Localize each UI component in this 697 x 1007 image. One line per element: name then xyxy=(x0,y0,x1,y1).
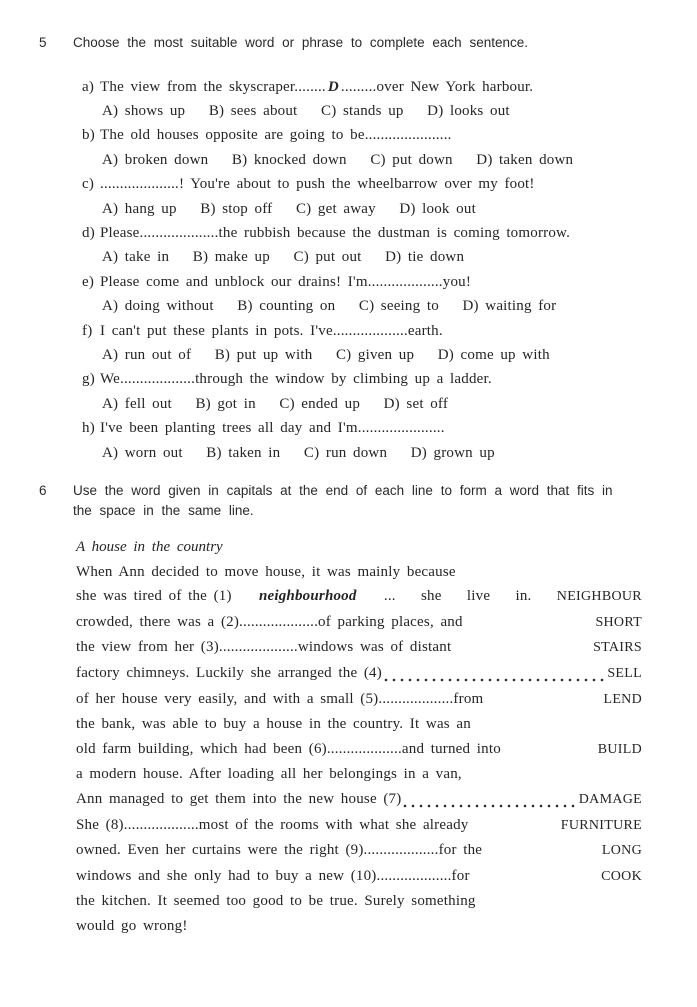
blank-dots: ... xyxy=(383,588,396,605)
exercise-6-heading xyxy=(39,481,657,520)
option-a: A) doing without xyxy=(102,298,214,315)
passage-line xyxy=(76,661,642,687)
option-b: B) taken in xyxy=(206,444,281,461)
question-stem xyxy=(82,319,657,343)
filled-answer: D xyxy=(327,78,339,95)
question-label: c) xyxy=(82,176,95,193)
passage-text: the kitchen. It seemed too good to be true. Surely something xyxy=(76,893,476,910)
option-c: C) seeing to xyxy=(358,298,439,315)
passage-text: owned. Even her curtains were the right (9)...................for the xyxy=(76,842,483,859)
keyword: DAMAGE xyxy=(578,791,642,807)
stem-pre: ....................! You're about to push the wheelbarrow over my foot! xyxy=(100,176,535,193)
keyword: FURNITURE xyxy=(560,817,642,833)
option-a: A) worn out xyxy=(102,444,183,461)
option-a: A) run out of xyxy=(102,346,192,363)
passage-line xyxy=(76,687,642,713)
passage-text: a modern house. After loading all her belongings in a van, xyxy=(76,766,462,783)
passage-word: live xyxy=(466,588,491,605)
option-c: C) put down xyxy=(370,151,453,168)
question-item-h xyxy=(82,416,657,465)
options-row xyxy=(102,197,657,221)
question-item-b xyxy=(82,123,657,172)
passage-text: windows and she only had to buy a new (10)...................for xyxy=(76,867,470,884)
option-c: C) stands up xyxy=(321,102,404,119)
dotted-leader xyxy=(384,678,605,682)
stem-pre: The view from the skyscraper........ xyxy=(100,78,326,95)
option-b: B) knocked down xyxy=(231,151,347,168)
passage-text: crowded, there was a (2)....................of parking places, and xyxy=(76,613,463,630)
passage-text: of her house very easily, and with a small (5)...................from xyxy=(76,690,484,707)
filled-answer: neighbourhood xyxy=(258,588,357,605)
option-d: D) waiting for xyxy=(462,298,557,315)
passage-text: the view from her (3)....................windows was of distant xyxy=(76,639,452,656)
options-row xyxy=(102,294,657,318)
stem-pre: Please come and unblock our drains! I'm...................you! xyxy=(100,273,472,290)
passage-text: would go wrong! xyxy=(76,917,188,934)
question-stem xyxy=(82,270,657,294)
exercise-5 xyxy=(39,33,657,465)
passage-text: old farm building, which had been (6)...................and turned into xyxy=(76,740,501,757)
question-list xyxy=(82,75,657,466)
option-a: A) take in xyxy=(102,249,170,266)
question-item-a xyxy=(82,75,657,124)
option-d: D) come up with xyxy=(437,346,550,363)
options-row xyxy=(102,99,657,123)
passage-line xyxy=(76,914,642,939)
option-d: D) grown up xyxy=(410,444,495,461)
question-item-c xyxy=(82,172,657,221)
passage-word: in. xyxy=(515,588,532,605)
keyword: LONG xyxy=(601,843,642,859)
options-row xyxy=(102,148,657,172)
question-item-e xyxy=(82,270,657,319)
passage-text: she was tired of the (1) xyxy=(76,588,232,605)
question-label: e) xyxy=(82,273,95,290)
question-stem xyxy=(82,75,657,99)
stem-pre: We...................through the window by climbing up a ladder. xyxy=(100,371,492,388)
passage-text: Ann managed to get them into the new house (7) xyxy=(76,790,402,807)
option-c: C) get away xyxy=(295,200,376,217)
question-stem xyxy=(82,221,657,245)
option-d: D) looks out xyxy=(427,102,510,119)
option-b: B) counting on xyxy=(237,298,336,315)
question-item-d xyxy=(82,221,657,270)
exercise-5-heading xyxy=(39,33,657,53)
question-label: h) xyxy=(82,420,95,437)
passage-text: factory chimneys. Luckily she arranged the (4) xyxy=(76,664,382,681)
passage-text: When Ann decided to move house, it was mainly because xyxy=(76,563,456,580)
option-a: A) hang up xyxy=(102,200,177,217)
exercise-instructions: Use the word given in capitals at the end of each line to form a word that fits in the space in the same line. xyxy=(73,483,613,518)
question-stem xyxy=(82,172,657,196)
option-c: C) run down xyxy=(303,444,388,461)
keyword: COOK xyxy=(601,868,642,884)
option-b: B) put up with xyxy=(214,346,313,363)
passage-line xyxy=(76,813,642,839)
passage-line xyxy=(76,635,642,661)
passage-text: the bank, was able to buy a house in the country. It was an xyxy=(76,716,471,733)
question-label: d) xyxy=(82,224,95,241)
passage-line xyxy=(76,560,642,585)
stem-pre: Please....................the rubbish because the dustman is coming tomorrow. xyxy=(100,224,571,241)
passage-line-fill xyxy=(76,584,642,610)
passage-line xyxy=(76,787,642,813)
options-row xyxy=(102,392,657,416)
passage-line xyxy=(76,610,642,636)
keyword: SHORT xyxy=(595,614,642,630)
question-label: f) xyxy=(82,322,93,339)
option-c: C) put out xyxy=(293,249,362,266)
passage-line xyxy=(76,737,642,763)
options-row xyxy=(102,343,657,367)
passage-text: She (8)...................most of the rooms with what she already xyxy=(76,816,469,833)
option-a: A) broken down xyxy=(102,151,209,168)
question-stem xyxy=(82,123,657,147)
option-b: B) got in xyxy=(195,395,256,412)
exercise-6 xyxy=(39,481,657,939)
option-b: B) make up xyxy=(192,249,270,266)
passage-line xyxy=(76,762,642,787)
question-stem xyxy=(82,416,657,440)
passage-word: she xyxy=(421,588,442,605)
option-d: D) tie down xyxy=(385,249,465,266)
option-a: A) shows up xyxy=(102,102,186,119)
option-c: C) ended up xyxy=(279,395,361,412)
stem-pre: The old houses opposite are going to be...................... xyxy=(100,127,452,144)
exercise-number: 6 xyxy=(39,483,47,498)
question-stem xyxy=(82,367,657,391)
option-b: B) stop off xyxy=(200,200,273,217)
question-label: g) xyxy=(82,371,95,388)
stem-pre: I've been planting trees all day and I'm...................... xyxy=(100,420,445,437)
passage-line xyxy=(76,838,642,864)
question-label: b) xyxy=(82,127,95,144)
question-item-g xyxy=(82,367,657,416)
dotted-leader xyxy=(403,804,576,808)
exercise-number: 5 xyxy=(39,35,47,50)
keyword: BUILD xyxy=(597,741,642,757)
passage-line xyxy=(76,712,642,737)
option-d: D) look out xyxy=(399,200,476,217)
option-d: D) set off xyxy=(383,395,449,412)
passage xyxy=(76,560,642,939)
stem-post: .........over New York harbour. xyxy=(340,78,534,95)
stem-pre: I can't put these plants in pots. I've...................earth. xyxy=(100,322,443,339)
option-a: A) fell out xyxy=(102,395,172,412)
exercise-instructions: Choose the most suitable word or phrase to complete each sentence. xyxy=(73,35,528,50)
question-item-f xyxy=(82,319,657,368)
question-label: a) xyxy=(82,78,95,95)
option-b: B) sees about xyxy=(208,102,298,119)
keyword: NEIGHBOUR xyxy=(556,589,642,605)
option-c: C) given up xyxy=(335,346,415,363)
options-row xyxy=(102,245,657,269)
options-row xyxy=(102,441,657,465)
passage-title: A house in the country xyxy=(76,539,223,555)
keyword: SELL xyxy=(607,665,642,681)
passage-line xyxy=(76,889,642,914)
option-d: D) taken down xyxy=(476,151,574,168)
keyword: STAIRS xyxy=(593,640,642,656)
passage-line xyxy=(76,864,642,890)
keyword: LEND xyxy=(603,691,642,707)
